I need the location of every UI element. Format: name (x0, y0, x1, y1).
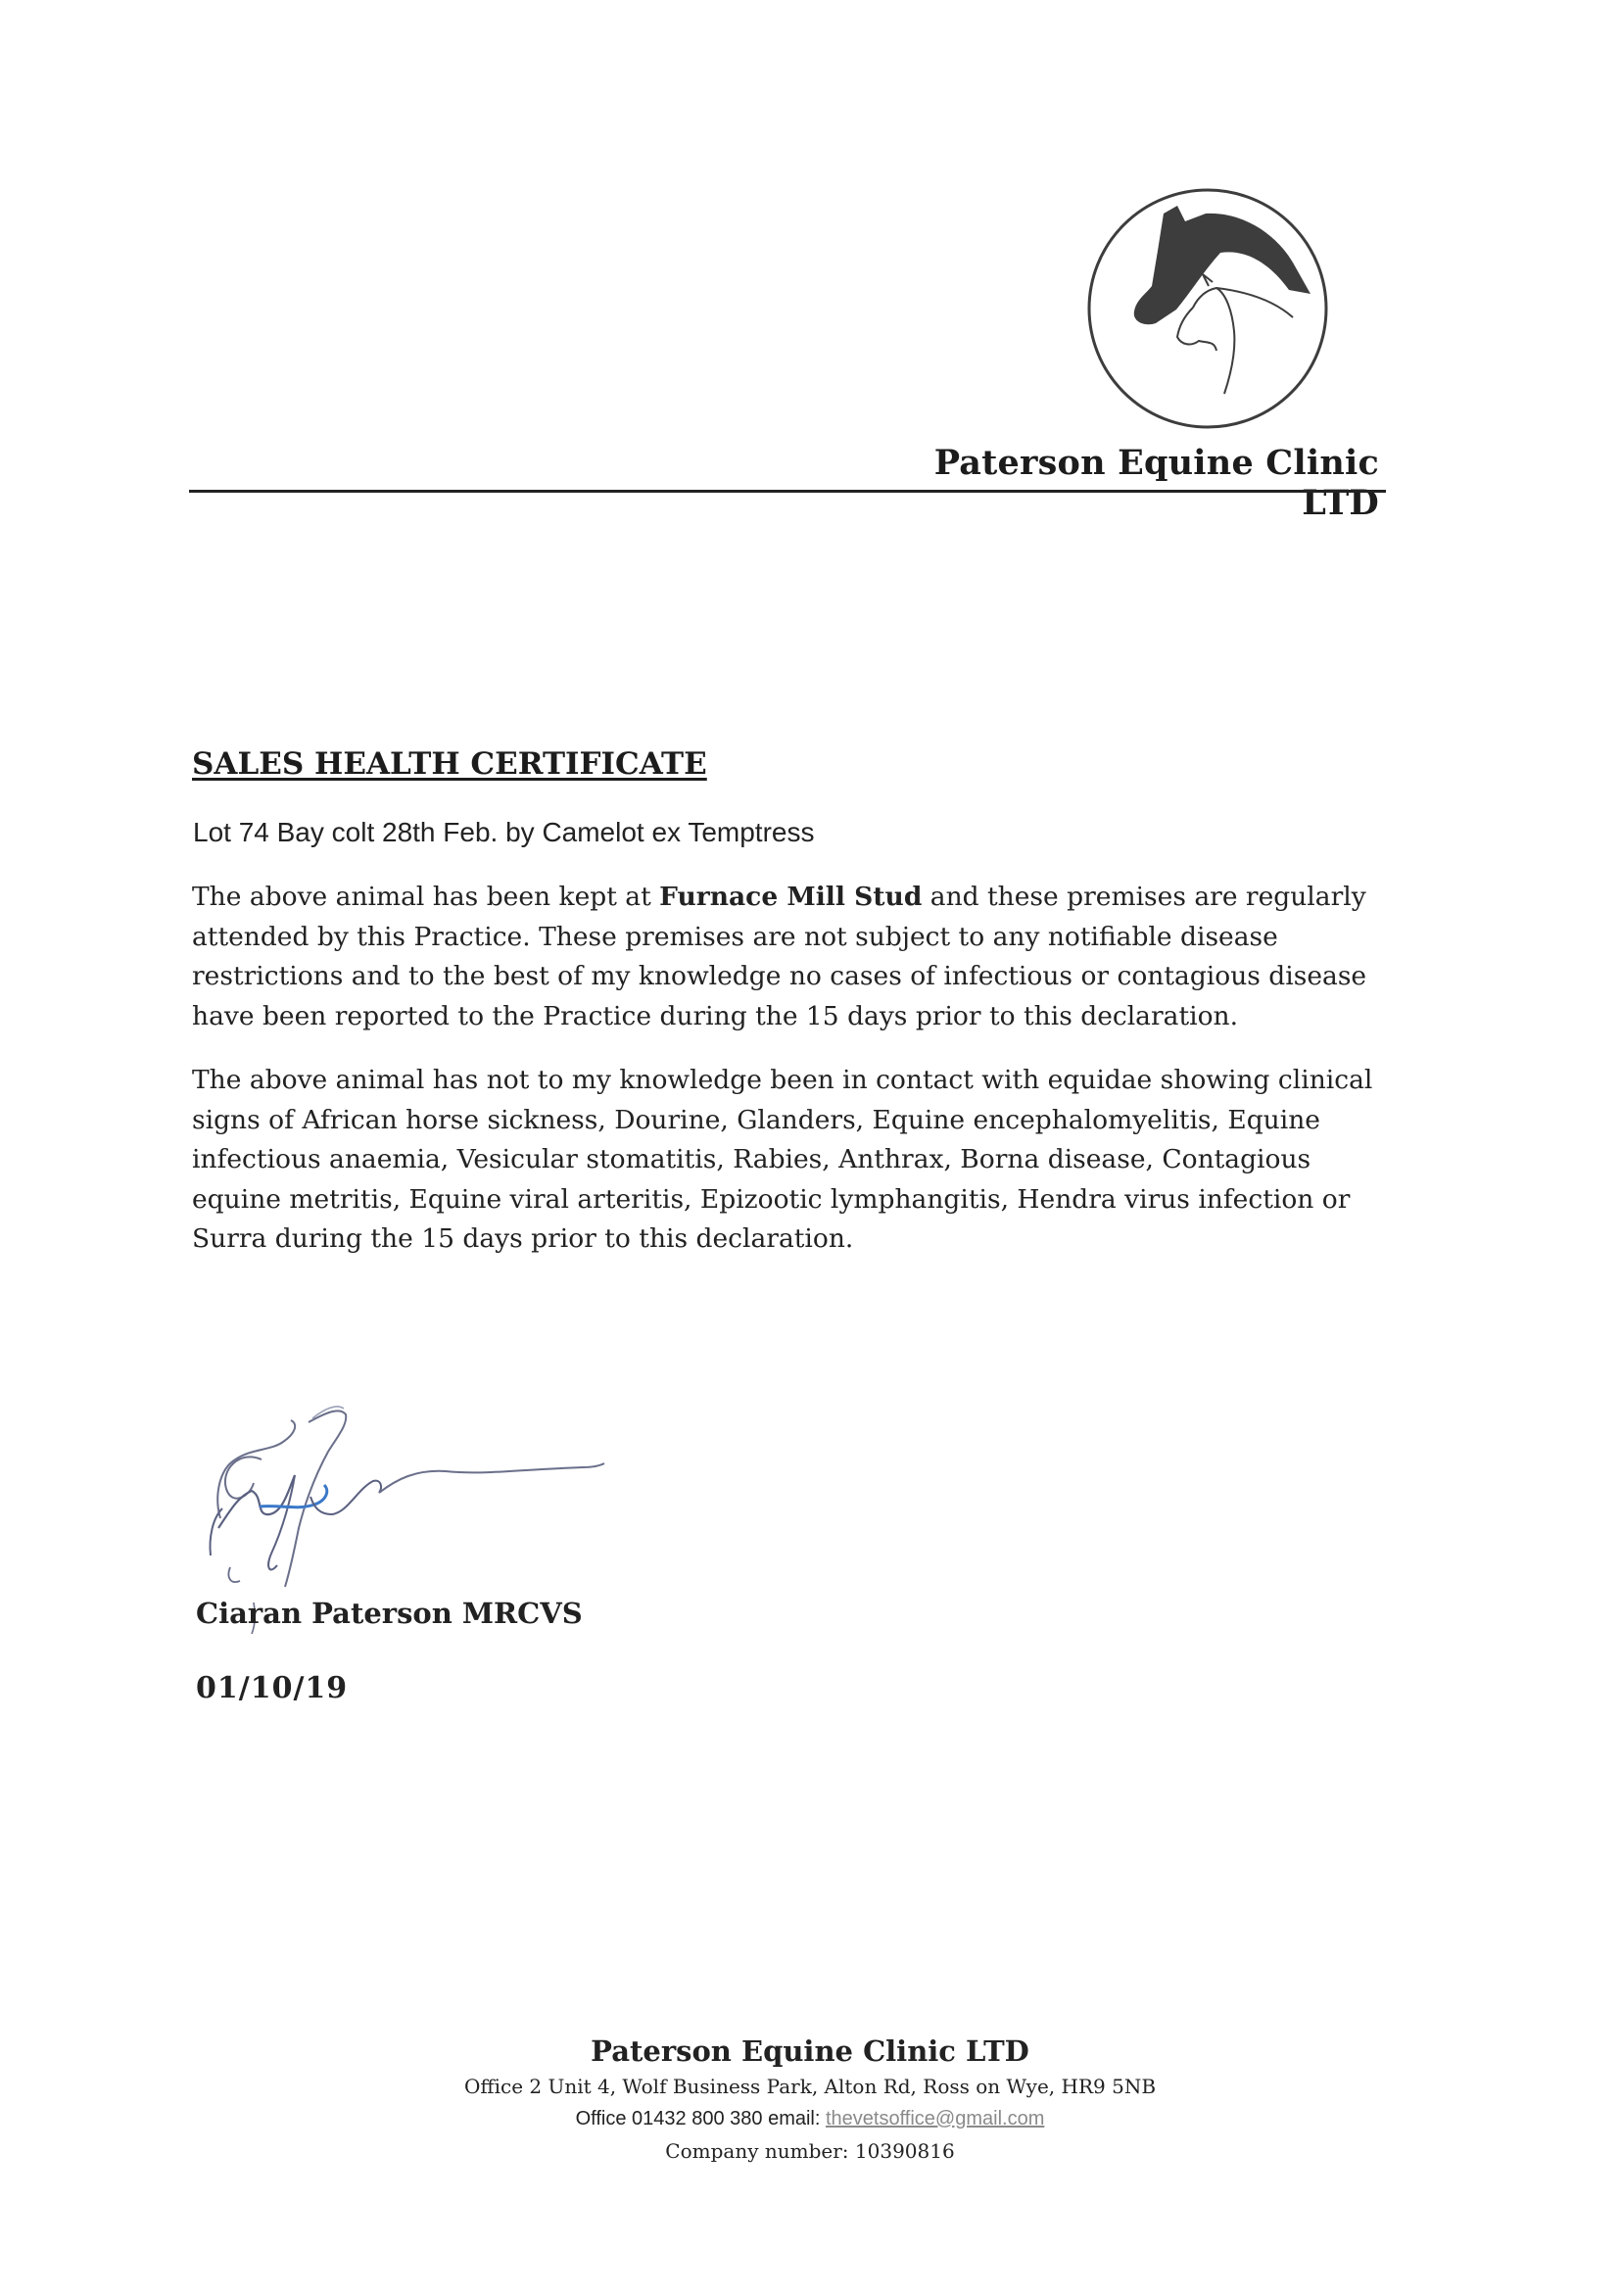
horse-head-logo-icon (1083, 184, 1332, 433)
footer-phone: Office 01432 800 380 email: (575, 2108, 826, 2129)
footer-contact (369, 2103, 1251, 2135)
disease-contact-paragraph: The above animal has not to my knowledge been in contact with equidae showing clinical signs of African horse sickness, Dourine, Glanders, Equine encephalomyelitis, Equine infectious anaemia, Vesicular stomatitis, Rabies, Anthrax, Borna disease, Contagious equine metritis, Equine viral arteritis, Epizootic lymphangitis, Hendra virus infection or Surra during the 15 days prior to this declaration. (192, 1065, 1373, 1254)
footer-company-number: Company number: 10390816 (665, 2139, 955, 2163)
signature-date: 01/10/19 (196, 1671, 349, 1705)
premises-name: Furnace Mill Stud (659, 882, 923, 912)
clinic-name-header: Paterson Equine Clinic LTD (933, 443, 1379, 523)
lot-description: Lot 74 Bay colt 28th Feb. by Camelot ex Temptress (193, 817, 815, 847)
footer (369, 2032, 1251, 2168)
premises-paragraph (192, 878, 1392, 1036)
premises-intro-text: The above animal has been kept at (192, 882, 660, 912)
header-divider (189, 490, 1386, 493)
footer-clinic-name: Paterson Equine Clinic LTD (591, 2034, 1029, 2068)
signatory-name: Ciaran Paterson MRCVS (196, 1597, 583, 1630)
footer-address: Office 2 Unit 4, Wolf Business Park, Alton Rd, Ross on Wye, HR9 5NB (463, 2075, 1157, 2098)
footer-email-link[interactable]: thevetsoffice@gmail.com (826, 2108, 1045, 2129)
certificate-title: SALES HEALTH CERTIFICATE (192, 746, 707, 782)
premises-statement-text: and these premises are regularly attended by this Practice. These premises are not subject to any notifiable disease restrictions and to the best of my knowledge no cases of infectious or contagious disease have been reported to the Practice during the 15 days prior to this declaration. (192, 882, 1367, 1031)
